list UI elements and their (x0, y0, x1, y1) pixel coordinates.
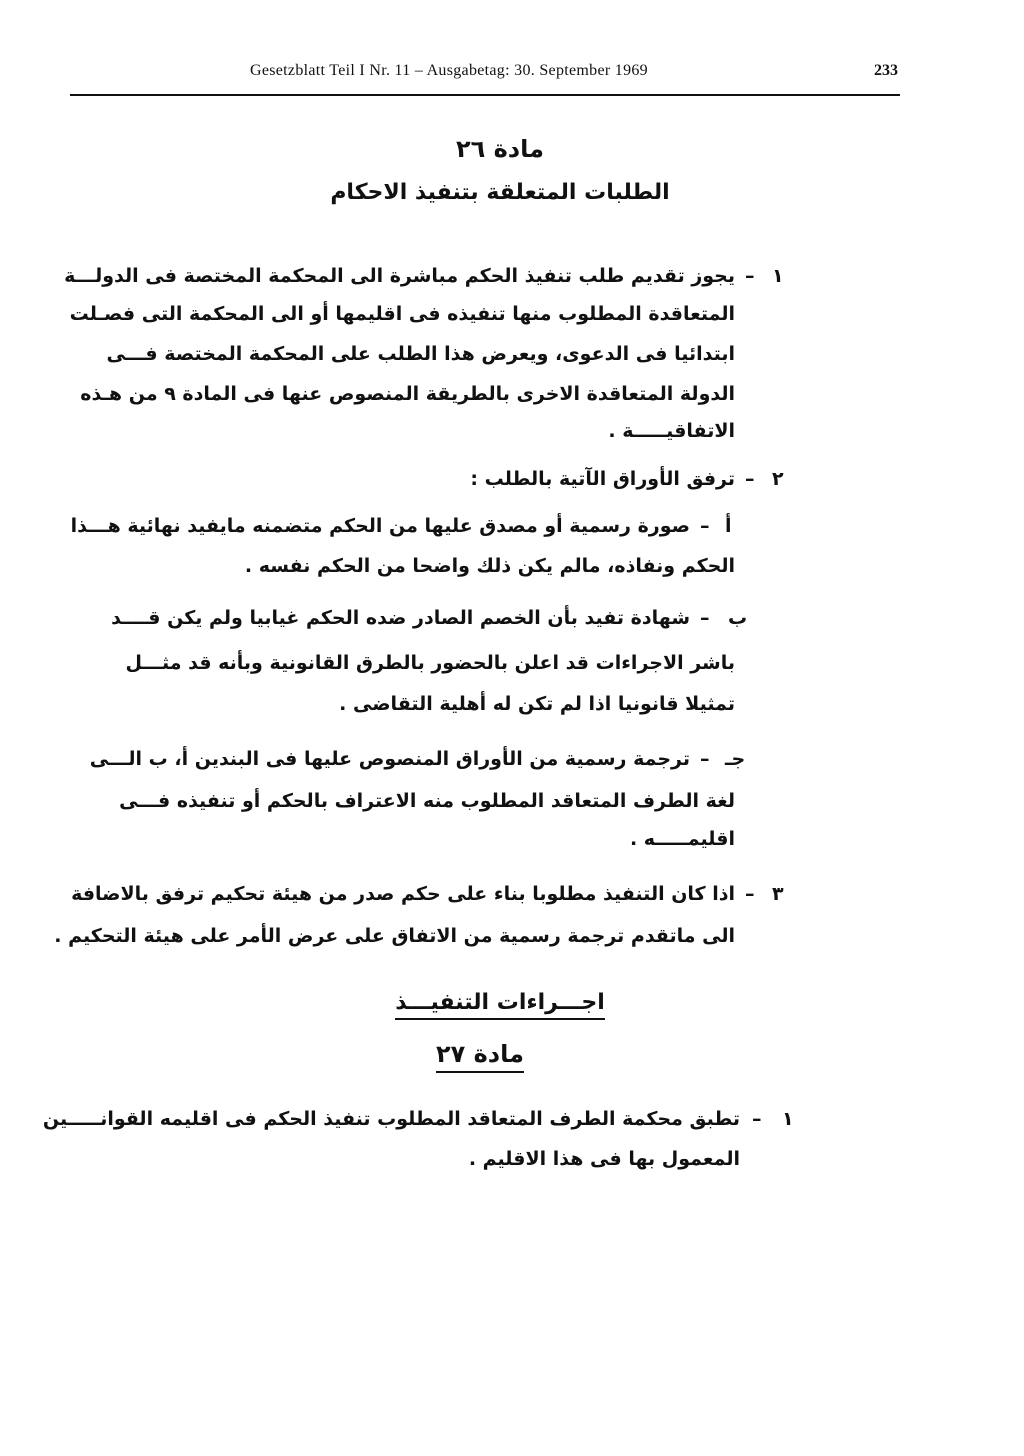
paragraph-line: المتعاقدة المطلوب منها تنفيذه فى اقليمها أو الى المحكمة التى فصـلت (69, 303, 735, 325)
paragraph-dash: – (745, 468, 755, 490)
header-title: Gesetzblatt Teil I Nr. 11 – Ausgabetag: 30. September 1969 (250, 62, 648, 79)
paragraph-line: الى ماتقدم ترجمة رسمية من الاتفاق على عرض الأمر على هيئة التحكيم . (54, 925, 735, 947)
item-line: الحكم ونفاذه، مالم يكن ذلك واضحا من الحكم نفسه . (244, 555, 735, 577)
page-number: 233 (874, 62, 898, 79)
paragraph-line: يجوز تقديم طلب تنفيذ الحكم مباشرة الى المحكمة المختصة فى الدولـــة (64, 265, 735, 287)
paragraph-dash: – (745, 883, 755, 905)
paragraph-line: الاتفاقيـــــة . (608, 420, 735, 442)
procedures-title-text: اجـــراءات التنفيـــذ (395, 990, 605, 1020)
item-dash: – (700, 607, 710, 629)
paragraph-line: المعمول بها فى هذا الاقليم . (468, 1148, 740, 1170)
paragraph-line: اذا كان التنفيذ مطلوبا بناء على حكم صدر من هيئة تحكيم ترفق بالاضافة (71, 883, 735, 905)
paragraph-number: ٣ (772, 883, 784, 905)
paragraph-number: ١ (772, 265, 784, 287)
paragraph-number: ١ (782, 1108, 794, 1130)
paragraph-line: الدولة المتعاقدة الاخرى بالطريقة المنصوص عنها فى المادة ٩ من هـذه (80, 383, 735, 405)
item-label: ب (728, 607, 748, 629)
item-line: اقليمـــــه . (629, 828, 735, 850)
item-line: لغة الطرف المتعاقد المطلوب منه الاعتراف بالحكم أو تنفيذه فـــى (119, 790, 735, 812)
item-line: تمثيلا قانونيا اذا لم تكن له أهلية التقاضى . (339, 693, 735, 715)
item-line: ترجمة رسمية من الأوراق المنصوص عليها فى البندين أ، ب الـــى (89, 748, 690, 770)
paragraph-dash: – (745, 265, 755, 287)
paragraph-intro: ترفق الأوراق الآتية بالطلب : (470, 468, 735, 490)
item-dash: – (700, 515, 710, 537)
item-label: أ (725, 515, 732, 537)
item-line: شهادة تفيد بأن الخصم الصادر ضده الحكم غيابيا ولم يكن قــــد (111, 607, 690, 629)
paragraph-number: ٢ (772, 468, 784, 490)
item-label: جـ (725, 748, 746, 770)
procedures-title (350, 990, 650, 1015)
article-26-number: مادة ٢٦ (455, 135, 544, 163)
item-line: صورة رسمية أو مصدق عليها من الحكم متضمنه مايفيد نهائية هـــذا (70, 515, 690, 537)
article-26-title: الطلبات المتعلقة بتنفيذ الاحكام (330, 180, 670, 205)
article-27-number (400, 1040, 560, 1068)
page-header (70, 58, 900, 96)
paragraph-line: ابتدائيا فى الدعوى، ويعرض هذا الطلب على المحكمة المختصة فـــى (106, 343, 735, 365)
item-line: باشر الاجراءات قد اعلن بالحضور بالطرق القانونية وبأنه قد مثـــل (125, 652, 735, 674)
article-27-number-text: مادة ٢٧ (436, 1040, 524, 1073)
item-dash: – (700, 748, 710, 770)
paragraph-line: تطبق محكمة الطرف المتعاقد المطلوب تنفيذ الحكم فى اقليمه القوانـــــين (42, 1108, 740, 1130)
paragraph-dash: – (752, 1108, 762, 1130)
